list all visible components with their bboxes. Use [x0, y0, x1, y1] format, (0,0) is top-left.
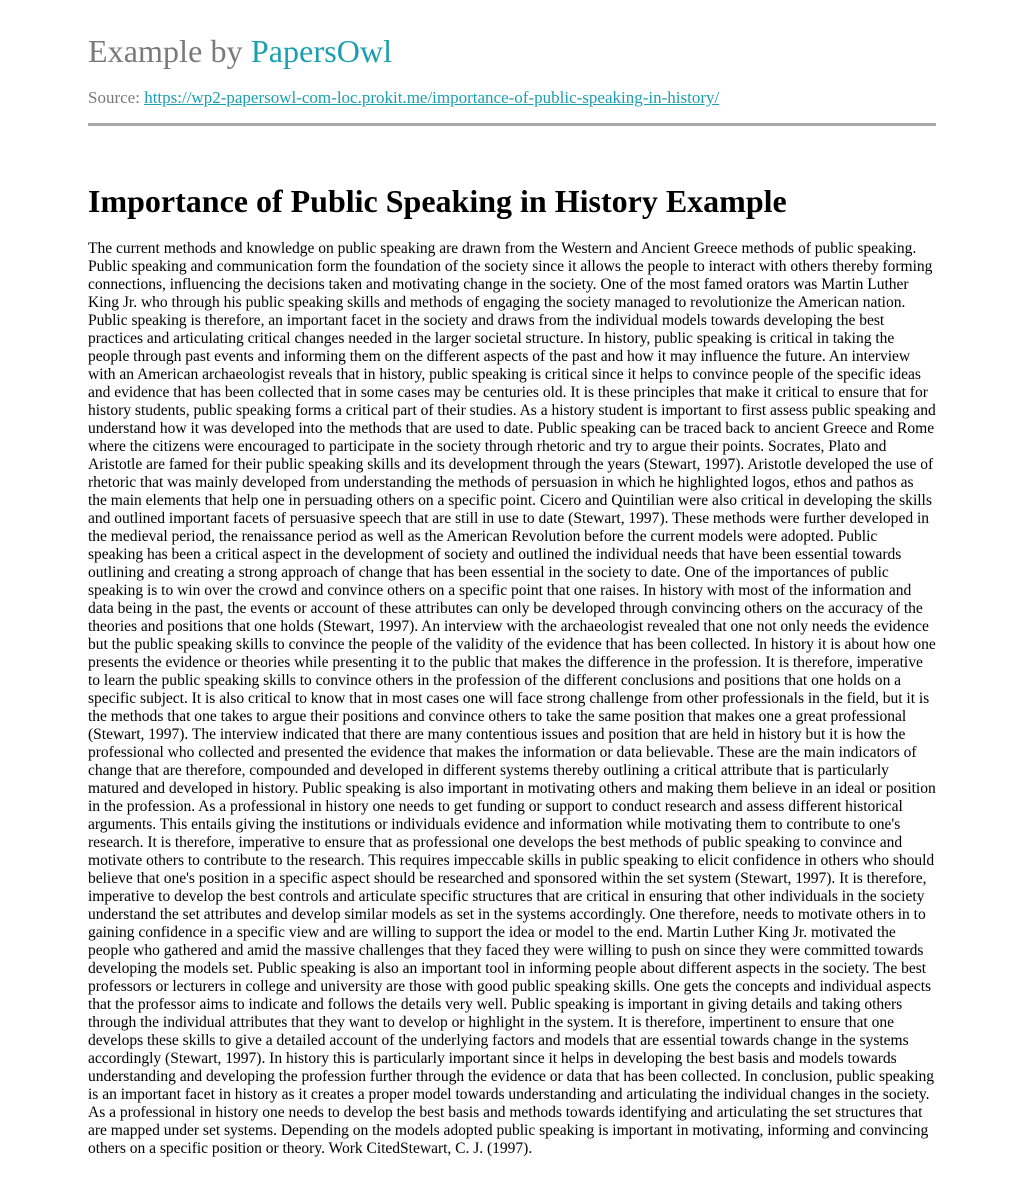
source-label: Source:: [88, 88, 140, 107]
page-title: Importance of Public Speaking in History Example: [88, 183, 787, 219]
document-page: [88, 0, 936, 1174]
brand-prefix: Example by: [88, 33, 243, 69]
essay-body: The current methods and knowledge on public speaking are drawn from the Western and Ancient Greece methods of public speaking. Public speaking and communication form the foundation of the society since it allows the people to interact with others thereby forming connections, influencing the decisions taken and motivating change in the society. One of the most famed orators was Martin Luther King Jr. who through his public speaking skills and methods of engaging the society managed to revolutionize the American nation. Public speaking is therefore, an important facet in the society and draws from the individual models towards developing the best practices and articulating critical changes needed in the larger societal structure. In history, public speaking is critical in taking the people through past events and informing them on the different aspects of the past and how it may influence the future. An interview with an American archaeologist reveals that in history, public speaking is critical since it helps to convince people of the specific ideas and evidence that has been collected that in some cases may be centuries old. It is these principles that make it critical to ensure that for history students, public speaking forms a critical part of their studies. As a history student is important to first assess public speaking and understand how it was developed into the methods that are used to date. Public speaking can be traced back to ancient Greece and Rome where the citizens were encouraged to participate in the society through rhetoric and try to argue their points. Socrates, Plato and Aristotle are famed for their public speaking skills and its development through the years (Stewart, 1997). Aristotle developed the use of rhetoric that was mainly developed from understanding the methods of persuasion in which he highlighted logos, ethos and pathos as the main elements that help one in persuading others on a specific point. Cicero and Quintilian were also critical in developing the skills and outlined important facets of persuasive speech that are still in use to date (Stewart, 1997). These methods were further developed in the medieval period, the renaissance period as well as the American Revolution before the current models were adopted. Public speaking has been a critical aspect in the development of society and outlined the individual needs that have been essential towards outlining and creating a strong approach of change that has been essential in the society to date. One of the importances of public speaking is to win over the crowd and convince others on a specific point that one raises. In history with most of the information and data being in the past, the events or account of these attributes can only be developed through convincing others on the accuracy of the theories and positions that one holds (Stewart, 1997). An interview with the archaeologist revealed that one not only needs the evidence but the public speaking skills to convince the people of the validity of the evidence that has been collected. In history it is about how one presents the evidence or theories while presenting it to the public that makes the difference in the profession. It is therefore, imperative to learn the public speaking skills to convince others in the profession of the different conclusions and positions that one holds on a specific subject. It is also critical to know that in most cases one will face strong challenge from other professionals in the field, but it is the methods that one takes to argue their positions and convince others to take the same position that makes one a great professional (Stewart, 1997). The interview indicated that there are many contentious issues and position that are held in history but it is how the professional who collected and presented the evidence that makes the information or data believable. These are the main indicators of change that are therefore, compounded and developed in different systems thereby outlining a critical attribute that is particularly matured and developed in history. Public speaking is also important in motivating others and making them believe in an ideal or position in the profession. As a professional in history one needs to get funding or support to conduct research and assess different historical arguments. This entails giving the institutions or individuals evidence and information while motivating them to contribute to one's research. It is therefore, imperative to ensure that as professional one develops the best methods of public speaking to convince and motivate others to contribute to the research. This requires impeccable skills in public speaking to elicit confidence in others who should believe that one's position in a specific aspect should be researched and sponsored within the set system (Stewart, 1997). It is therefore, imperative to develop the best controls and articulate specific structures that are critical in ensuring that other individuals in the society understand the set attributes and develop similar models as set in the systems accordingly. One therefore, needs to motivate others in to gaining confidence in a specific view and are willing to support the idea or model to the end. Martin Luther King Jr. motivated the people who gathered and amid the massive challenges that they faced they were willing to push on since they were committed towards developing the models set. Public speaking is also an important tool in informing people about different aspects in the society. The best professors or lecturers in college and university are those with good public speaking skills. One gets the concepts and individual aspects that the professor aims to indicate and follows the details very well. Public speaking is important in giving details and taking others through the individual attributes that they want to develop or highlight in the system. It is therefore, impertinent to ensure that one develops these skills to give a detailed account of the underlying factors and models that are essential towards change in the systems accordingly (Stewart, 1997). In history this is particularly important since it helps in developing the best basis and models towards understanding and developing the profession further through the evidence or data that has been collected. In conclusion, public speaking is an important facet in history as it creates a proper model towards understanding and articulating the individual changes in the society. As a professional in history one needs to develop the best basis and methods towards identifying and articulating the set structures that are mapped under set systems. Depending on the models adopted public speaking is important in motivating, informing and convincing others on a specific position or theory. Work CitedStewart, C. J. (1997).: [88, 240, 936, 1158]
brand-header: [88, 34, 936, 68]
source-link[interactable]: https://wp2-papersowl-com-loc.prokit.me/importance-of-public-speaking-in-history/: [144, 88, 720, 107]
brand-name[interactable]: PapersOwl: [250, 33, 393, 69]
header-divider: [88, 123, 936, 126]
source-line: [88, 88, 936, 108]
